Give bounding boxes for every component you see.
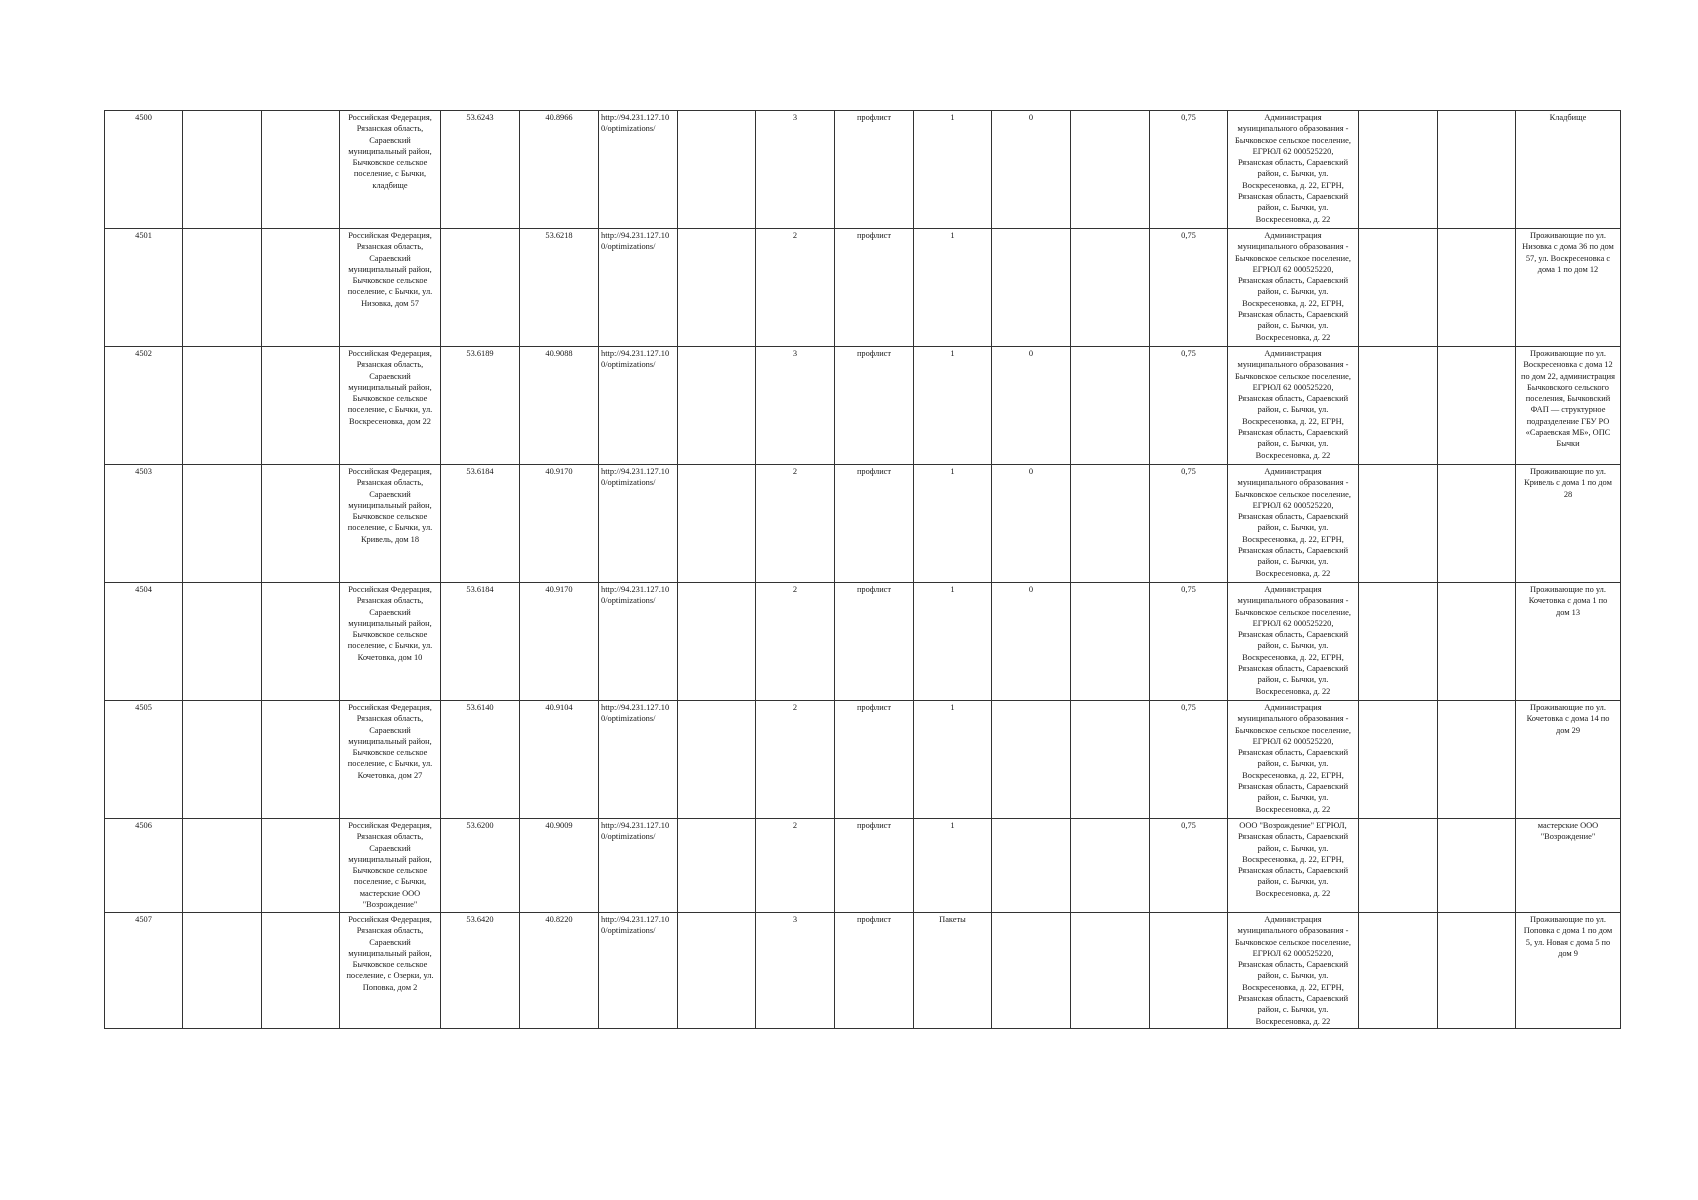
volume-cell: 0,75 (1150, 111, 1228, 229)
address-cell: Российская Федерация, Рязанская область, Сараевский муниципальный район, Бычковское сельское поселение, с Бычки, мастерские ООО "Возрождение" (340, 819, 441, 913)
address-cell: Российская Федерация, Рязанская область, Сараевский муниципальный район, Бычковское сельское поселение, с Бычки, ул. Низовка, дом 57 (340, 229, 441, 347)
table-row (105, 701, 1621, 819)
address-cell: Российская Федерация, Рязанская область, Сараевский муниципальный район, Бычковское сельское поселение, с Бычки, ул. Кочетовка, дом 10 (340, 583, 441, 701)
latitude-cell: 53.6184 (441, 465, 520, 583)
longitude-cell: 40.9088 (520, 347, 599, 465)
owner-cell: Администрация муниципального образования - Бычковское сельское поселение, ЕГРЮЛ 62 000525220, Рязанская область, Сараевский район, с. Бычки, ул. Воскресеновка, д. 22, ЕГРН, Рязанская область, Сараевский район, с. Бычки, ул. Воскресеновка, д. 22 (1228, 913, 1359, 1029)
owner-cell: Администрация муниципального образования - Бычковское сельское поселение, ЕГРЮЛ 62 000525220, Рязанская область, Сараевский район, с. Бычки, ул. Воскресеновка, д. 22, ЕГРН, Рязанская область, Сараевский район, с. Бычки, ул. Воскресеновка, д. 22 (1228, 465, 1359, 583)
empty-cell (183, 111, 262, 229)
empty-cell (1359, 819, 1438, 913)
empty-cell (183, 229, 262, 347)
empty-cell (1071, 347, 1150, 465)
value-cell: 0 (992, 111, 1071, 229)
sources-cell: Проживающие по ул. Кочетовка с дома 14 по дом 29 (1516, 701, 1621, 819)
empty-cell (678, 583, 756, 701)
empty-cell (262, 465, 340, 583)
empty-cell (1438, 229, 1516, 347)
url-cell: http://94.231.127.10 0/optimizations/ (599, 583, 678, 701)
volume-cell: 0,75 (1150, 583, 1228, 701)
volume-cell: 0,75 (1150, 465, 1228, 583)
table-row (105, 819, 1621, 913)
address-cell: Российская Федерация, Рязанская область, Сараевский муниципальный район, Бычковское сельское поселение, с Бычки, ул. Кочетовка, дом 27 (340, 701, 441, 819)
value-cell: 1 (914, 347, 992, 465)
value-cell (992, 819, 1071, 913)
value-cell: 1 (914, 583, 992, 701)
waste-sites-table (104, 110, 1621, 1029)
empty-cell (678, 913, 756, 1029)
empty-cell (183, 701, 262, 819)
volume-cell: 0,75 (1150, 819, 1228, 913)
address-cell: Российская Федерация, Рязанская область, Сараевский муниципальный район, Бычковское сельское поселение, с Бычки, ул. Кривель, дом 18 (340, 465, 441, 583)
owner-cell: Администрация муниципального образования - Бычковское сельское поселение, ЕГРЮЛ 62 000525220, Рязанская область, Сараевский район, с. Бычки, ул. Воскресеновка, д. 22, ЕГРН, Рязанская область, Сараевский район, с. Бычки, ул. Воскресеновка, д. 22 (1228, 229, 1359, 347)
value-cell: Пакеты (914, 913, 992, 1029)
empty-cell (1359, 913, 1438, 1029)
container-count-cell: 2 (756, 819, 835, 913)
empty-cell (1438, 701, 1516, 819)
empty-cell (1071, 913, 1150, 1029)
empty-cell (1071, 701, 1150, 819)
url-cell: http://94.231.127.10 0/optimizations/ (599, 913, 678, 1029)
empty-cell (1438, 819, 1516, 913)
sources-cell: Проживающие по ул. Воскресеновка с дома 12 по дом 22, администрация Бычковского сельского поселения, Бычковский ФАП — структурное подразделение ГБУ РО «Сараевская МБ», ОПС Бычки (1516, 347, 1621, 465)
empty-cell (678, 701, 756, 819)
empty-cell (678, 111, 756, 229)
empty-cell (1359, 583, 1438, 701)
empty-cell (262, 913, 340, 1029)
material-cell: профлист (835, 229, 914, 347)
container-count-cell: 2 (756, 465, 835, 583)
value-cell: 1 (914, 111, 992, 229)
value-cell: 0 (992, 583, 1071, 701)
material-cell: профлист (835, 347, 914, 465)
longitude-cell: 40.9104 (520, 701, 599, 819)
table-row (105, 913, 1621, 1029)
empty-cell (1071, 229, 1150, 347)
latitude-cell (441, 229, 520, 347)
volume-cell: 0,75 (1150, 701, 1228, 819)
empty-cell (678, 465, 756, 583)
value-cell: 1 (914, 701, 992, 819)
table-row (105, 583, 1621, 701)
row-number-cell: 4507 (105, 913, 183, 1029)
value-cell (992, 229, 1071, 347)
longitude-cell: 40.9170 (520, 583, 599, 701)
empty-cell (1438, 913, 1516, 1029)
url-cell: http://94.231.127.10 0/optimizations/ (599, 819, 678, 913)
value-cell (992, 913, 1071, 1029)
empty-cell (183, 583, 262, 701)
address-cell: Российская Федерация, Рязанская область, Сараевский муниципальный район, Бычковское сельское поселение, с Бычки, кладбище (340, 111, 441, 229)
owner-cell: Администрация муниципального образования - Бычковское сельское поселение, ЕГРЮЛ 62 000525220, Рязанская область, Сараевский район, с. Бычки, ул. Воскресеновка, д. 22, ЕГРН, Рязанская область, Сараевский район, с. Бычки, ул. Воскресеновка, д. 22 (1228, 701, 1359, 819)
empty-cell (1071, 111, 1150, 229)
volume-cell: 0,75 (1150, 347, 1228, 465)
value-cell: 1 (914, 465, 992, 583)
address-cell: Российская Федерация, Рязанская область, Сараевский муниципальный район, Бычковское сельское поселение, с Бычки, ул. Воскресеновка, дом 22 (340, 347, 441, 465)
sources-cell: Проживающие по ул. Низовка с дома 36 по дом 57, ул. Воскресеновка с дома 1 по дом 12 (1516, 229, 1621, 347)
empty-cell (262, 819, 340, 913)
empty-cell (1438, 347, 1516, 465)
longitude-cell: 40.8220 (520, 913, 599, 1029)
value-cell: 0 (992, 347, 1071, 465)
container-count-cell: 2 (756, 701, 835, 819)
container-count-cell: 3 (756, 913, 835, 1029)
empty-cell (1438, 465, 1516, 583)
empty-cell (1438, 111, 1516, 229)
material-cell: профлист (835, 583, 914, 701)
url-cell: http://94.231.127.10 0/optimizations/ (599, 111, 678, 229)
value-cell: 1 (914, 819, 992, 913)
owner-cell: ООО "Возрождение" ЕГРЮЛ, Рязанская область, Сараевский район, с. Бычки, ул. Воскресеновка, д. 22, ЕГРН, Рязанская область, Сараевский район, с. Бычки, ул. Воскресеновка, д. 22 (1228, 819, 1359, 913)
empty-cell (1359, 701, 1438, 819)
empty-cell (183, 819, 262, 913)
latitude-cell: 53.6140 (441, 701, 520, 819)
empty-cell (1359, 347, 1438, 465)
latitude-cell: 53.6189 (441, 347, 520, 465)
empty-cell (262, 229, 340, 347)
value-cell: 1 (914, 229, 992, 347)
container-count-cell: 3 (756, 347, 835, 465)
longitude-cell: 40.9170 (520, 465, 599, 583)
owner-cell: Администрация муниципального образования - Бычковское сельское поселение, ЕГРЮЛ 62 000525220, Рязанская область, Сараевский район, с. Бычки, ул. Воскресеновка, д. 22, ЕГРН, Рязанская область, Сараевский район, с. Бычки, ул. Воскресеновка, д. 22 (1228, 111, 1359, 229)
longitude-cell: 40.9009 (520, 819, 599, 913)
empty-cell (1071, 583, 1150, 701)
material-cell: профлист (835, 701, 914, 819)
latitude-cell: 53.6420 (441, 913, 520, 1029)
empty-cell (262, 111, 340, 229)
material-cell: профлист (835, 913, 914, 1029)
value-cell (992, 701, 1071, 819)
table-row (105, 111, 1621, 229)
sources-cell: Проживающие по ул. Кочетовка с дома 1 по дом 13 (1516, 583, 1621, 701)
empty-cell (262, 583, 340, 701)
row-number-cell: 4506 (105, 819, 183, 913)
empty-cell (183, 465, 262, 583)
latitude-cell: 53.6184 (441, 583, 520, 701)
url-cell: http://94.231.127.10 0/optimizations/ (599, 465, 678, 583)
owner-cell: Администрация муниципального образования - Бычковское сельское поселение, ЕГРЮЛ 62 000525220, Рязанская область, Сараевский район, с. Бычки, ул. Воскресеновка, д. 22, ЕГРН, Рязанская область, Сараевский район, с. Бычки, ул. Воскресеновка, д. 22 (1228, 347, 1359, 465)
row-number-cell: 4505 (105, 701, 183, 819)
row-number-cell: 4502 (105, 347, 183, 465)
table-row (105, 347, 1621, 465)
volume-cell (1150, 913, 1228, 1029)
table-row (105, 465, 1621, 583)
table-row (105, 229, 1621, 347)
empty-cell (183, 347, 262, 465)
url-cell: http://94.231.127.10 0/optimizations/ (599, 229, 678, 347)
sources-cell: Проживающие по ул. Кривель с дома 1 по дом 28 (1516, 465, 1621, 583)
url-cell: http://94.231.127.10 0/optimizations/ (599, 701, 678, 819)
row-number-cell: 4504 (105, 583, 183, 701)
empty-cell (1359, 229, 1438, 347)
empty-cell (1071, 819, 1150, 913)
address-cell: Российская Федерация, Рязанская область, Сараевский муниципальный район, Бычковское сельское поселение, с Озерки, ул. Поповка, дом 2 (340, 913, 441, 1029)
owner-cell: Администрация муниципального образования - Бычковское сельское поселение, ЕГРЮЛ 62 000525220, Рязанская область, Сараевский район, с. Бычки, ул. Воскресеновка, д. 22, ЕГРН, Рязанская область, Сараевский район, с. Бычки, ул. Воскресеновка, д. 22 (1228, 583, 1359, 701)
row-number-cell: 4501 (105, 229, 183, 347)
empty-cell (262, 347, 340, 465)
url-cell: http://94.231.127.10 0/optimizations/ (599, 347, 678, 465)
empty-cell (262, 701, 340, 819)
volume-cell: 0,75 (1150, 229, 1228, 347)
empty-cell (1071, 465, 1150, 583)
container-count-cell: 3 (756, 111, 835, 229)
container-count-cell: 2 (756, 229, 835, 347)
sources-cell: Проживающие по ул. Поповка с дома 1 по дом 5, ул. Новая с дома 5 по дом 9 (1516, 913, 1621, 1029)
empty-cell (183, 913, 262, 1029)
material-cell: профлист (835, 819, 914, 913)
empty-cell (678, 229, 756, 347)
material-cell: профлист (835, 111, 914, 229)
latitude-cell: 53.6243 (441, 111, 520, 229)
empty-cell (1438, 583, 1516, 701)
latitude-cell: 53.6200 (441, 819, 520, 913)
row-number-cell: 4503 (105, 465, 183, 583)
material-cell: профлист (835, 465, 914, 583)
empty-cell (678, 347, 756, 465)
value-cell: 0 (992, 465, 1071, 583)
row-number-cell: 4500 (105, 111, 183, 229)
longitude-cell: 53.6218 (520, 229, 599, 347)
empty-cell (678, 819, 756, 913)
sources-cell: Кладбище (1516, 111, 1621, 229)
empty-cell (1359, 465, 1438, 583)
container-count-cell: 2 (756, 583, 835, 701)
longitude-cell: 40.8966 (520, 111, 599, 229)
sources-cell: мастерские ООО "Возрождение" (1516, 819, 1621, 913)
empty-cell (1359, 111, 1438, 229)
